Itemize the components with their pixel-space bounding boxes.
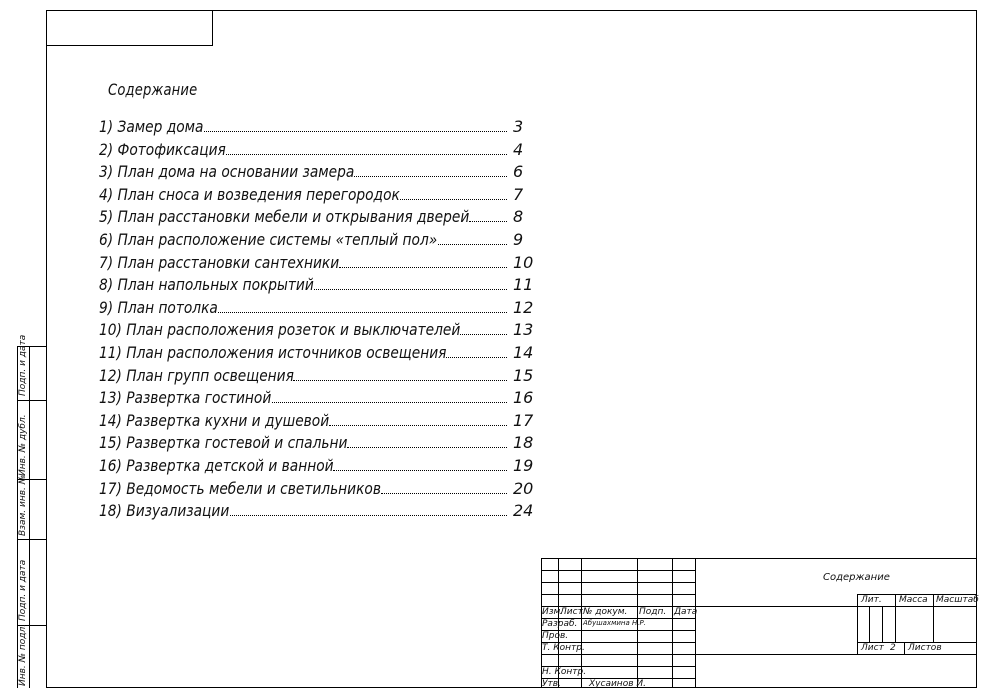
toc-item xyxy=(99,320,537,343)
toc-item-page: 24 xyxy=(513,501,534,521)
toc-item-leader xyxy=(293,380,507,381)
toc-item-page: 20 xyxy=(513,478,534,498)
toc-item-leader xyxy=(226,154,507,155)
toc-item-label: 2) Фотофиксация xyxy=(99,139,226,159)
tb-head-list: Лист xyxy=(560,607,583,617)
toc-item-label: 3) План дома на основании замера xyxy=(99,162,355,182)
toc-item-label: 17) Ведомость мебели и светильников xyxy=(99,478,381,498)
side-label-podp-data: Подп. и дата xyxy=(18,559,28,621)
tb-approver: Хусаинов И. xyxy=(589,679,646,689)
toc-item-leader xyxy=(314,289,507,290)
tb-head-izm: Изм. xyxy=(542,607,564,617)
toc-item-leader xyxy=(400,199,507,200)
toc-item-page: 6 xyxy=(513,162,524,182)
toc-item-label: 11) План расположения источников освещения xyxy=(99,342,447,362)
toc-item-label: 9) План потолка xyxy=(99,297,218,317)
toc-item-leader xyxy=(204,131,507,132)
tb-massa: Масса xyxy=(899,595,928,605)
toc-item-page: 7 xyxy=(513,184,524,204)
corner-stamp-box xyxy=(46,10,213,46)
toc-item-leader xyxy=(446,357,507,358)
toc-item xyxy=(99,117,537,140)
toc-item-leader xyxy=(354,176,507,177)
toc-item-page: 10 xyxy=(513,252,534,272)
tb-sheets-label: Листов xyxy=(908,643,942,653)
title-block-doc-name: Содержание xyxy=(823,572,890,583)
toc-item xyxy=(99,253,537,276)
toc-item-leader xyxy=(272,402,507,403)
toc-item-page: 14 xyxy=(513,342,534,362)
tb-head-sign: Подп. xyxy=(639,607,667,617)
toc-item-leader xyxy=(339,267,507,268)
toc-item-leader xyxy=(329,425,507,426)
toc-item-leader xyxy=(347,447,507,448)
toc-item-page: 8 xyxy=(513,207,524,227)
toc-item-leader xyxy=(333,470,507,471)
tb-row-n-kontr: Н. Контр. xyxy=(542,667,587,677)
toc-item-leader xyxy=(460,334,507,335)
toc-item-leader xyxy=(438,244,507,245)
toc-item-page: 13 xyxy=(513,320,534,340)
toc-item-page: 4 xyxy=(513,139,524,159)
toc-item xyxy=(99,275,537,298)
tb-row-t-kontr: Т. Контр. xyxy=(542,643,585,653)
toc-item-label: 5) План расстановки мебели и открывания дверей xyxy=(99,207,470,227)
toc-item-page: 18 xyxy=(513,433,534,453)
toc-item xyxy=(99,298,537,321)
toc-item xyxy=(99,230,537,253)
tb-sheet-no: 2 xyxy=(890,643,896,653)
tb-row-utv: Утв. xyxy=(542,679,561,689)
tb-row-razrab: Разраб. xyxy=(542,619,578,629)
toc-item-page: 19 xyxy=(513,455,534,475)
tb-masshtab: Масштаб xyxy=(936,595,979,605)
toc-item xyxy=(99,185,537,208)
toc-item-label: 4) План сноса и возведения перегородок xyxy=(99,184,400,204)
side-label-inv-podl: Инв. № подл. xyxy=(18,623,28,686)
toc-item-leader xyxy=(381,493,507,494)
toc-item-label: 13) Развертка гостиной xyxy=(99,388,272,408)
toc-list xyxy=(99,117,537,524)
toc-item-leader xyxy=(230,515,507,516)
tb-sheet-label: Лист xyxy=(861,643,884,653)
toc-item-page: 11 xyxy=(513,275,534,295)
tb-developer: Абушахмина Н.Р. xyxy=(583,619,646,627)
side-label-podp-data-top: Подп. и дата xyxy=(18,334,28,396)
toc-item xyxy=(99,366,537,389)
toc-item xyxy=(99,207,537,230)
toc-title: Содержание xyxy=(108,80,198,99)
toc-item-page: 16 xyxy=(513,388,534,408)
toc-item-label: 1) Замер дома xyxy=(99,117,204,136)
toc-item-label: 16) Развертка детской и ванной xyxy=(99,455,334,475)
toc-item-page: 17 xyxy=(513,410,534,430)
toc-item-label: 14) Развертка кухни и душевой xyxy=(99,410,330,430)
toc-item-label: 8) План напольных покрытий xyxy=(99,275,314,295)
toc-item xyxy=(99,456,537,479)
toc-item-label: 6) План расположение системы «теплый пол» xyxy=(99,229,438,249)
toc-item-label: 12) План групп освещения xyxy=(99,365,294,385)
toc-item xyxy=(99,162,537,185)
tb-head-doc-no: № докум. xyxy=(583,607,628,617)
toc-item-label: 7) План расстановки сантехники xyxy=(99,252,340,272)
toc-item xyxy=(99,479,537,502)
toc-item xyxy=(99,388,537,411)
toc-item xyxy=(99,140,537,163)
toc-item-leader xyxy=(469,221,507,222)
toc-item-leader xyxy=(218,312,507,313)
toc-item-label: 18) Визуализации xyxy=(99,501,230,521)
toc-item xyxy=(99,501,537,524)
toc-item-page: 12 xyxy=(513,297,534,317)
toc-item-page: 15 xyxy=(513,365,534,385)
toc-item-page: 3 xyxy=(513,117,524,136)
toc-item-page: 9 xyxy=(513,229,524,249)
toc-item-label: 10) План расположения розеток и выключателей xyxy=(99,320,461,340)
side-label-inv-dubl: Инв. № дубл. xyxy=(18,414,28,476)
toc-item xyxy=(99,343,537,366)
side-stamp xyxy=(17,334,46,688)
tb-head-date: Дата xyxy=(674,607,698,617)
side-label-vzam-inv: Взам. инв. № xyxy=(18,474,28,536)
tb-row-prov: Пров. xyxy=(542,631,569,641)
toc-item xyxy=(99,411,537,434)
tb-lit: Лит. xyxy=(861,595,882,605)
title-block xyxy=(541,558,977,688)
toc-item xyxy=(99,433,537,456)
toc-item-label: 15) Развертка гостевой и спальни xyxy=(99,433,348,453)
